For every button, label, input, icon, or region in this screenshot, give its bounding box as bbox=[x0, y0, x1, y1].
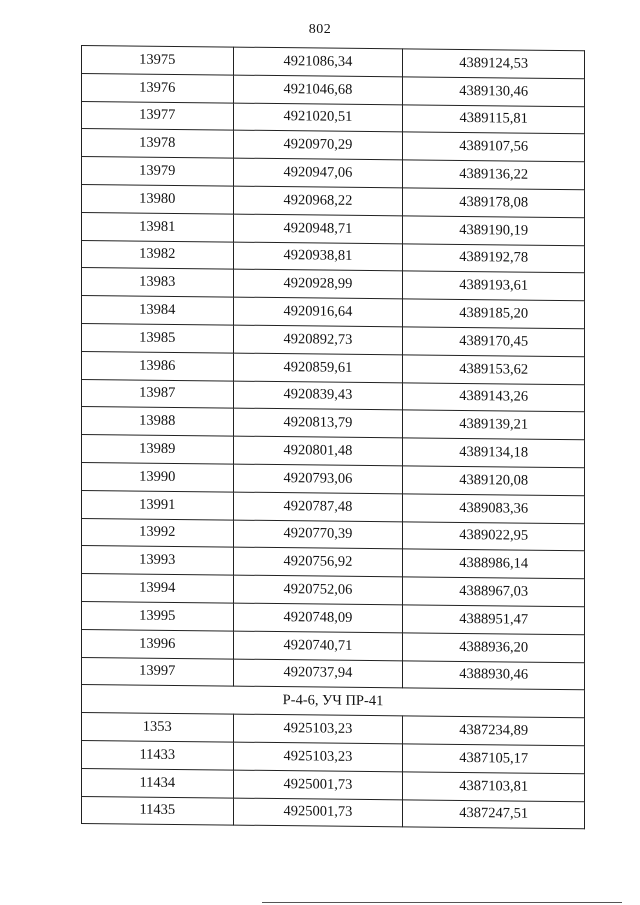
x-coordinate-cell: 4920740,71 bbox=[233, 631, 403, 661]
y-coordinate-cell: 4389083,36 bbox=[403, 494, 585, 524]
y-coordinate-cell: 4389107,56 bbox=[403, 132, 585, 162]
y-coordinate-cell: 4389139,21 bbox=[403, 410, 585, 440]
y-coordinate-cell: 4388967,03 bbox=[403, 577, 585, 607]
y-coordinate-cell: 4389134,18 bbox=[403, 438, 585, 468]
point-id-cell: 1353 bbox=[82, 713, 234, 742]
point-id-cell: 13980 bbox=[82, 184, 234, 213]
y-coordinate-cell: 4387247,51 bbox=[403, 799, 585, 829]
y-coordinate-cell: 4389153,62 bbox=[403, 355, 585, 385]
y-coordinate-cell: 4388930,46 bbox=[403, 660, 585, 690]
x-coordinate-cell: 4921020,51 bbox=[233, 103, 403, 133]
x-coordinate-cell: 4920752,06 bbox=[233, 575, 403, 605]
point-id-cell: 13988 bbox=[82, 407, 234, 436]
x-coordinate-cell: 4920859,61 bbox=[233, 353, 403, 383]
x-coordinate-cell: 4920938,81 bbox=[233, 242, 403, 272]
point-id-cell: 13992 bbox=[82, 518, 234, 547]
y-coordinate-cell: 4389190,19 bbox=[403, 216, 585, 246]
x-coordinate-cell: 4921046,68 bbox=[233, 75, 403, 105]
point-id-cell: 11435 bbox=[82, 796, 234, 825]
point-id-cell: 13978 bbox=[82, 129, 234, 158]
point-id-cell: 13985 bbox=[82, 323, 234, 352]
section-title: Р-4-6, УЧ ПР-41 bbox=[82, 685, 585, 718]
x-coordinate-cell: 4920948,71 bbox=[233, 214, 403, 244]
point-id-cell: 13977 bbox=[82, 101, 234, 130]
x-coordinate-cell: 4920748,09 bbox=[233, 603, 403, 633]
y-coordinate-cell: 4389193,61 bbox=[403, 271, 585, 301]
point-id-cell: 13986 bbox=[82, 351, 234, 380]
y-coordinate-cell: 4389178,08 bbox=[403, 188, 585, 218]
page-number: 802 bbox=[308, 22, 332, 37]
x-coordinate-cell: 4920916,64 bbox=[233, 297, 403, 327]
x-coordinate-cell: 4920947,06 bbox=[233, 158, 403, 188]
point-id-cell: 13982 bbox=[82, 240, 234, 269]
x-coordinate-cell: 4925103,23 bbox=[233, 714, 403, 744]
x-coordinate-cell: 4920787,48 bbox=[233, 492, 403, 522]
x-coordinate-cell: 4925001,73 bbox=[233, 798, 403, 828]
y-coordinate-cell: 4389120,08 bbox=[403, 466, 585, 496]
y-coordinate-cell: 4388936,20 bbox=[403, 633, 585, 663]
point-id-cell: 13993 bbox=[82, 546, 234, 575]
point-id-cell: 13996 bbox=[82, 629, 234, 658]
y-coordinate-cell: 4389124,53 bbox=[403, 49, 585, 79]
point-id-cell: 13994 bbox=[82, 574, 234, 603]
x-coordinate-cell: 4920968,22 bbox=[233, 186, 403, 216]
coordinates-table-body bbox=[82, 46, 585, 830]
footer-divider bbox=[262, 902, 622, 903]
y-coordinate-cell: 4389130,46 bbox=[403, 77, 585, 107]
point-id-cell: 13987 bbox=[82, 379, 234, 408]
x-coordinate-cell: 4925001,73 bbox=[233, 770, 403, 800]
y-coordinate-cell: 4389170,45 bbox=[403, 327, 585, 357]
x-coordinate-cell: 4920737,94 bbox=[233, 659, 403, 689]
x-coordinate-cell: 4920928,99 bbox=[233, 269, 403, 299]
y-coordinate-cell: 4389185,20 bbox=[403, 299, 585, 329]
x-coordinate-cell: 4920756,92 bbox=[233, 547, 403, 577]
point-id-cell: 11434 bbox=[82, 768, 234, 797]
y-coordinate-cell: 4389136,22 bbox=[403, 160, 585, 190]
point-id-cell: 11433 bbox=[82, 740, 234, 769]
point-id-cell: 13991 bbox=[82, 490, 234, 519]
y-coordinate-cell: 4389143,26 bbox=[403, 382, 585, 412]
point-id-cell: 13975 bbox=[82, 46, 234, 75]
y-coordinate-cell: 4389022,95 bbox=[403, 521, 585, 551]
y-coordinate-cell: 4389192,78 bbox=[403, 243, 585, 273]
point-id-cell: 13981 bbox=[82, 212, 234, 241]
point-id-cell: 13983 bbox=[82, 268, 234, 297]
y-coordinate-cell: 4387105,17 bbox=[403, 744, 585, 774]
point-id-cell: 13990 bbox=[82, 462, 234, 491]
coordinates-table bbox=[81, 45, 585, 830]
point-id-cell: 13984 bbox=[82, 296, 234, 325]
y-coordinate-cell: 4388951,47 bbox=[403, 605, 585, 635]
y-coordinate-cell: 4387103,81 bbox=[403, 772, 585, 802]
x-coordinate-cell: 4920839,43 bbox=[233, 381, 403, 411]
point-id-cell: 13989 bbox=[82, 435, 234, 464]
y-coordinate-cell: 4389115,81 bbox=[403, 104, 585, 134]
x-coordinate-cell: 4921086,34 bbox=[233, 47, 403, 77]
x-coordinate-cell: 4920892,73 bbox=[233, 325, 403, 355]
x-coordinate-cell: 4920970,29 bbox=[233, 130, 403, 160]
x-coordinate-cell: 4920793,06 bbox=[233, 464, 403, 494]
y-coordinate-cell: 4387234,89 bbox=[403, 716, 585, 746]
x-coordinate-cell: 4920801,48 bbox=[233, 436, 403, 466]
y-coordinate-cell: 4388986,14 bbox=[403, 549, 585, 579]
point-id-cell: 13995 bbox=[82, 601, 234, 630]
x-coordinate-cell: 4920770,39 bbox=[233, 520, 403, 550]
point-id-cell: 13979 bbox=[82, 157, 234, 186]
table-row bbox=[82, 796, 585, 829]
point-id-cell: 13997 bbox=[82, 657, 234, 686]
point-id-cell: 13976 bbox=[82, 73, 234, 102]
x-coordinate-cell: 4925103,23 bbox=[233, 742, 403, 772]
x-coordinate-cell: 4920813,79 bbox=[233, 408, 403, 438]
